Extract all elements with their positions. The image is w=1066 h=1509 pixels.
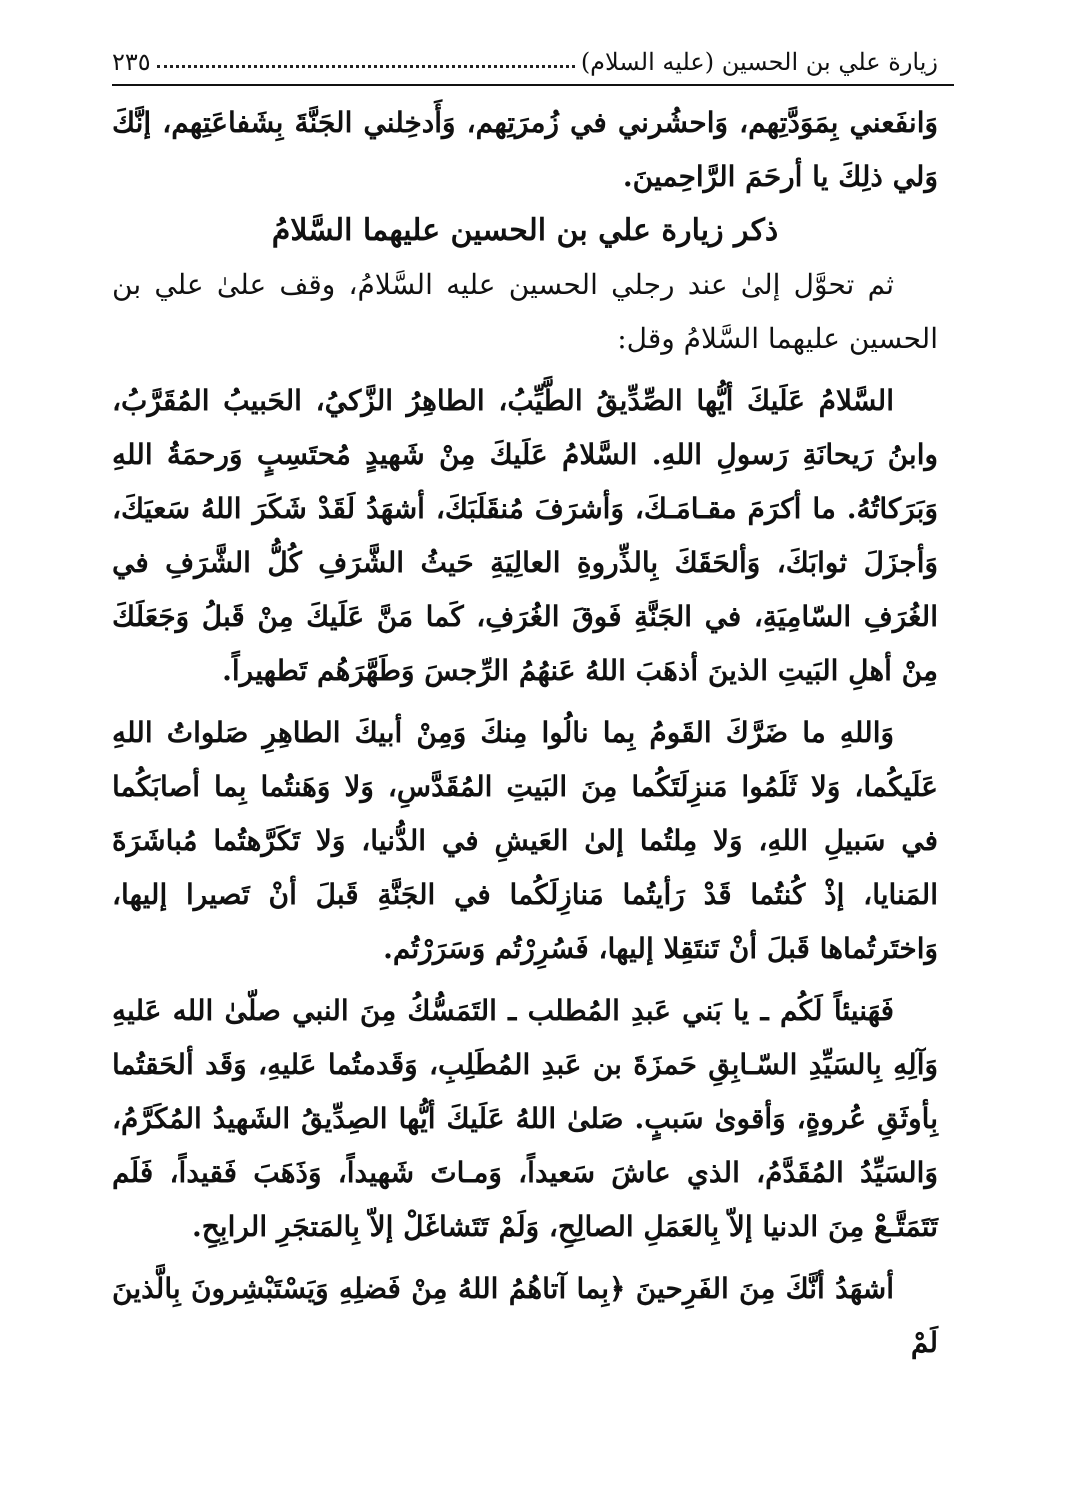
page-body [112, 96, 938, 1370]
page-number: ٢٣٥ [112, 48, 151, 76]
paragraph-prayer-end: وَانفَعني بِمَوَدَّتِهم، وَاحشُرني في زُمرَتِهم، وَأَدخِلني الجَنَّةَ بِشَفاعَتِهم، إنَّكَ وَلي ذلِكَ يا أرحَمَ الرَّاحِمينَ. [112, 106, 938, 193]
paragraph-oath: وَاللهِ ما ضَرَّكَ القَومُ بِما نالُوا مِنكَ وَمِنْ أبيكَ الطاهِرِ صَلواتُ اللهِ عَلَيكُما، وَلا ثَلَمُوا مَنزِلَتَكُما مِنَ البَيتِ المُقَدَّسِ، وَلا وَهَنتُما بِما أصابَكُما في سَبيلِ اللهِ، وَلا مِلتُما إلىٰ العَيشِ في الدُّنيا، وَلا تَكَرَّهتُما مُباشَرَةَ المَنايا، إذْ كُنتُما قَدْ رَأيتُما مَنازِلَكُما في الجَنَّةِ قَبلَ أنْ تَصيرا إليها، وَاختَرتُماها قَبلَ أنْ تَنتَقِلا إليها، فَسُرِرْتُم وَسَرَرْتُم. [112, 716, 938, 965]
paragraph-instruction: ثم تحوَّل إلىٰ عند رجلي الحسين عليه السَّلامُ، وقف علىٰ علي بن الحسين عليهما السَّلامُ وقل: [112, 268, 938, 355]
running-head-title: زيارة علي بن الحسين (عليه السلام) [580, 48, 938, 76]
section-heading: ذكر زيارة علي بن الحسين عليهما السَّلامُ [271, 213, 779, 248]
paragraph-testimony: أشهَدُ أنَّكَ مِنَ الفَرِحينَ ﴿بِما آتاهُمُ اللهُ مِنْ فَضلِهِ وَيَسْتَبْشِرونَ بِالَّذينَ لَمْ [112, 1272, 938, 1359]
dot-leader [157, 64, 575, 68]
paragraph-salutation: السَّلامُ عَلَيكَ أيُّها الصِّدِّيقُ الطَّيِّبُ، الطاهِرُ الزَّكيُ، الحَبيبُ المُقَرَّبُ، وابنُ رَيحانَةِ رَسولِ اللهِ. السَّلامُ عَلَيكَ مِنْ شَهيدٍ مُحتَسِبٍ وَرحمَةُ اللهِ وَبَرَكاتُهُ. ما أكرَمَ مقـامَـكَ، وَأشرَفَ مُنقَلَبَكَ، أشهَدُ لَقَدْ شَكَرَ اللهُ سَعيَكَ، وَأجزَلَ ثوابَكَ، وَألحَقَكَ بِالذِّروةِ العالِيَةِ حَيثُ الشَّرَفِ كُلُّ الشَّرَفِ في الغُرَفِ السّامِيَةِ، في الجَنَّةِ فَوقَ الغُرَفِ، كَما مَنَّ عَلَيكَ مِنْ قَبلُ وَجَعَلَكَ مِنْ أهلِ البَيتِ الذينَ أذهَبَ اللهُ عَنهُمُ الرِّجسَ وَطَهَّرَهُم تَطهيراً. [112, 384, 938, 687]
paragraph-congratulation: فَهَنيئاً لَكُم ـ يا بَني عَبدِ المُطلب ـ التَمَسُّكُ مِنَ النبي صلّىٰ الله عَليهِ وَآلِهِ بِالسَيِّدِ السّـابِقِ حَمزَةَ بن عَبدِ المُطَلِبِ، وَقَدمتُما عَليهِ، وَقَد ألحَقتُما بِأوثَقِ عُروةٍ، وَأقوىٰ سَببٍ. صَلىٰ اللهُ عَلَيكَ أيُّها الصِدِّيقُ الشَهيدُ المُكَرَّمُ، وَالسَيِّدُ المُقَدَّمُ، الذي عاشَ سَعيداً، وَمـاتَ شَهيداً، وَذَهَبَ فَقيداً، فَلَم تَتَمَتَّـعْ مِنَ الدنيا إلاّ بِالعَمَلِ الصالِحِ، وَلَمْ تَتَشاغَلْ إلاّ بِالمَتجَرِ الرابِحِ. [112, 994, 938, 1243]
header-rule [112, 84, 954, 86]
running-head [112, 36, 938, 76]
